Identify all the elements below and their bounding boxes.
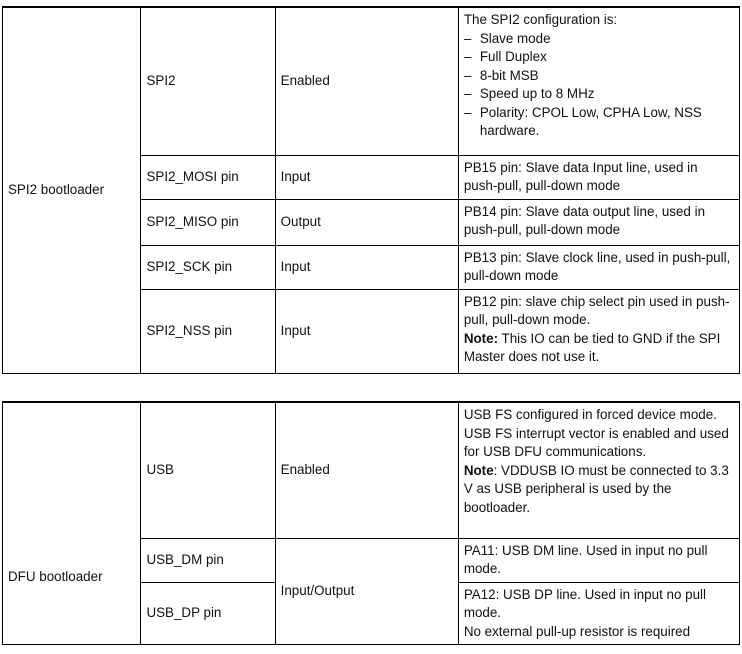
signal-name: SPI2 (141, 7, 275, 155)
note-label: Note: (463, 330, 499, 346)
dfu-bootloader-table (2, 401, 740, 645)
signal-description: PB14 pin: Slave data output line, used in push-pull, pull-down mode (458, 199, 739, 245)
group-label: DFU bootloader (3, 402, 141, 644)
signal-name: SPI2_NSS pin (141, 289, 275, 373)
signal-description (458, 582, 739, 644)
signal-state: Enabled (275, 7, 458, 155)
description-text: USB FS configured in forced device mode. (463, 407, 717, 422)
note-text: This IO can be tied to GND if the SPI Master does not use it. (463, 330, 721, 364)
signal-state: Output (275, 199, 458, 245)
signal-name: SPI2_SCK pin (141, 245, 275, 289)
list-item: – Slave mode (464, 30, 734, 49)
signal-state: Input (275, 245, 458, 289)
signal-state: Input (275, 289, 458, 373)
signal-description (458, 402, 739, 538)
list-item: – Full Duplex (464, 48, 734, 67)
description-text: USB FS interrupt vector is enabled and used for USB DFU communications. (463, 425, 729, 459)
signal-description: PA11: USB DM line. Used in input no pull mode. (458, 538, 739, 582)
signal-name: SPI2_MOSI pin (141, 155, 275, 199)
spi2-bootloader-table (2, 6, 740, 374)
list-item: – Polarity: CPOL Low, CPHA Low, NSS hardware. (464, 104, 734, 141)
list-item: – Speed up to 8 MHz (464, 85, 734, 104)
signal-description: PB13 pin: Slave clock line, used in push-pull, pull-down mode (458, 245, 739, 289)
signal-state: Input (275, 155, 458, 199)
signal-name: USB_DP pin (141, 582, 275, 644)
signal-description (458, 289, 739, 373)
signal-state: Input/Output (275, 538, 458, 644)
signal-name: USB_DM pin (141, 538, 275, 582)
signal-state: Enabled (275, 402, 458, 538)
list-item: – 8-bit MSB (464, 67, 734, 86)
description-text: PA12: USB DP line. Used in input no pull mode. (463, 586, 706, 620)
signal-description (458, 7, 739, 155)
signal-name: USB (141, 402, 275, 538)
group-label: SPI2 bootloader (3, 7, 141, 373)
description-extra: No external pull-up resistor is required (463, 623, 691, 639)
table-row (3, 402, 740, 538)
note-text: : VDDUSB IO must be connected to 3.3 V as USB peripheral is used by the bootloader. (463, 462, 729, 515)
description-text: PB12 pin: slave chip select pin used in push-pull, pull-down mode. (463, 293, 730, 327)
description-intro: The SPI2 configuration is: (463, 12, 618, 27)
note-label: Note (463, 462, 494, 478)
table-row (3, 7, 740, 155)
signal-name: SPI2_MISO pin (141, 199, 275, 245)
signal-description: PB15 pin: Slave data Input line, used in push-pull, pull-down mode (458, 155, 739, 199)
note-line (464, 462, 734, 518)
